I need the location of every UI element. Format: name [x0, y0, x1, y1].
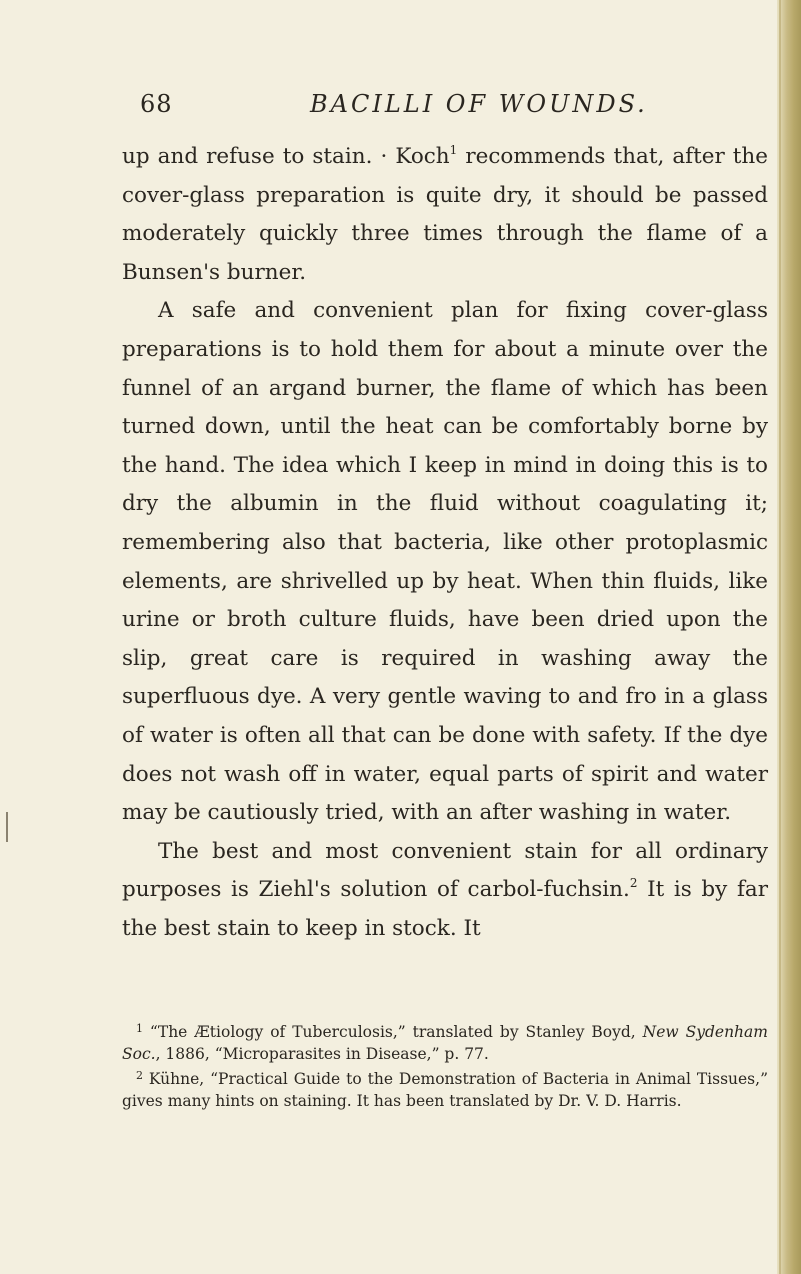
- body-text: [122, 138, 768, 948]
- paragraph-3-text-b: It is by far the best stain to keep in stock. It: [122, 877, 768, 941]
- paragraph-1-text-a: up and refuse to stain. · Koch: [122, 144, 450, 169]
- footnote-2: [122, 1065, 768, 1112]
- footnote-ref-1: 1: [449, 143, 458, 157]
- page-edge-line: [779, 0, 781, 1274]
- paragraph-2: A safe and convenient plan for fixing cover-glass preparations is to hold them for about a minute over the funnel of an argand burner, the flame of which has been turned down, until the heat can be comfortably borne by the hand. The idea which I keep in mind in doing this is to dry the albumin in the fluid without coagulating it; remembering also that bacteria, like other protoplasmic elements, are shrivelled up by heat. When thin fluids, like urine or broth culture fluids, have been dried upon the slip, great care is required in washing away the superfluous dye. A very gentle waving to and fro in a glass of water is often all that can be done with safety. If the dye does not wash off in water, equal parts of spirit and water may be cautiously tried, with an after washing in water.: [122, 298, 768, 826]
- footnote-1-italic: New Sydenham Soc.: [122, 1023, 768, 1063]
- footnote-1-mark: 1: [136, 1022, 143, 1035]
- paragraph-1: [122, 138, 768, 292]
- margin-mark: [6, 812, 8, 842]
- page-header: [110, 90, 770, 130]
- footnote-2-mark: 2: [136, 1069, 143, 1082]
- footnote-1: [122, 1018, 768, 1065]
- paragraph-3-text-a: The best and most convenient stain for all ordinary purposes is Ziehl's solution of carbol-fuchsin.: [122, 838, 768, 903]
- footnote-1-text-b: , 1886, “Microparasites in Disease,” p. 77.: [155, 1045, 489, 1063]
- footnotes: [122, 1018, 768, 1112]
- footnote-1-text-a: “The Ætiology of Tuberculosis,” translated by Stanley Boyd,: [143, 1023, 643, 1041]
- page-number: 68: [140, 90, 173, 118]
- running-head: BACILLI OF WOUNDS.: [310, 90, 648, 118]
- footnote-2-text: Kühne, “Practical Guide to the Demonstration of Bacteria in Animal Tissues,” gives many hints on staining. It has been translated by Dr. V. D. Harris.: [122, 1070, 768, 1110]
- footnote-ref-2: 2: [629, 876, 638, 891]
- paragraph-1-text-b: recommends that, after the cover-glass preparation is quite dry, it should be passed moderately quickly three times through the flame of a Bunsen's burner.: [122, 144, 769, 285]
- paragraph-3: [122, 833, 768, 949]
